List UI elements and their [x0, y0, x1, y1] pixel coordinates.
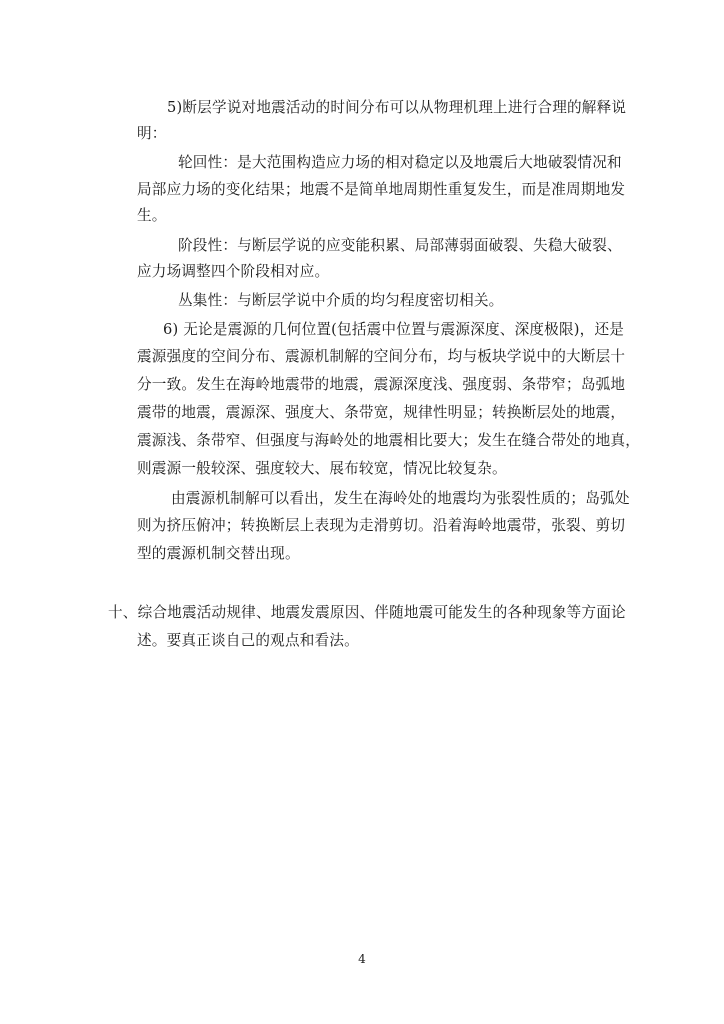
text-line: 由震源机制解可以看出，发生在海岭处的地震均为张裂性质的；岛弧处 — [171, 490, 630, 507]
section-heading: 十、综合地震活动规律、地震发震原因、伴随地震可能发生的各种现象等方面论 — [108, 604, 626, 621]
text-line: 则为挤压俯冲；转换断层上表现为走滑剪切。沿着海岭地震带，张裂、剪切 — [137, 517, 626, 534]
text-line: 轮回性：是大范围构造应力场的相对稳定以及地震后大地破裂情况和 — [178, 154, 622, 171]
text-line: 阶段性：与断层学说的应变能积累、局部薄弱面破裂、失稳大破裂、 — [178, 237, 622, 254]
text-line: 生。 — [137, 207, 167, 224]
text-line: 应力场调整四个阶段相对应。 — [137, 263, 330, 280]
text-line: 明： — [137, 125, 167, 142]
text-line: 型的震源机制交替出现。 — [137, 545, 300, 562]
text-line: 丛集性：与断层学说中介质的均匀程度密切相关。 — [178, 292, 504, 309]
text-line: 6) 无论是震源的几何位置(包括震中位置与震源深度、深度极限)，还是 — [163, 321, 625, 338]
text-line: 震带的地震，震源深、强度大、条带宽，规律性明显；转换断层处的地震， — [137, 404, 626, 421]
text-line: 述。要真正谈自己的观点和看法。 — [137, 632, 359, 649]
text-line: 则震源一般较深、强度较大、展布较宽，情况比较复杂。 — [137, 460, 507, 477]
text-line: 震源浅、条带窄、但强度与海岭处的地震相比要大；发生在缝合带处的地真， — [137, 432, 640, 449]
text-line: 分一致。发生在海岭地震带的地震，震源深度浅、强度弱、条带窄；岛弧地 — [137, 376, 626, 393]
text-line: 局部应力场的变化结果；地震不是简单地周期性重复发生，而是准周期地发 — [137, 181, 626, 198]
text-line: 震源强度的空间分布、震源机制解的空间分布，均与板块学说中的大断层十 — [137, 348, 626, 365]
page-number: 4 — [358, 952, 366, 966]
text-line: 5)断层学说对地震活动的时间分布可以从物理机理上进行合理的解释说 — [167, 99, 627, 116]
